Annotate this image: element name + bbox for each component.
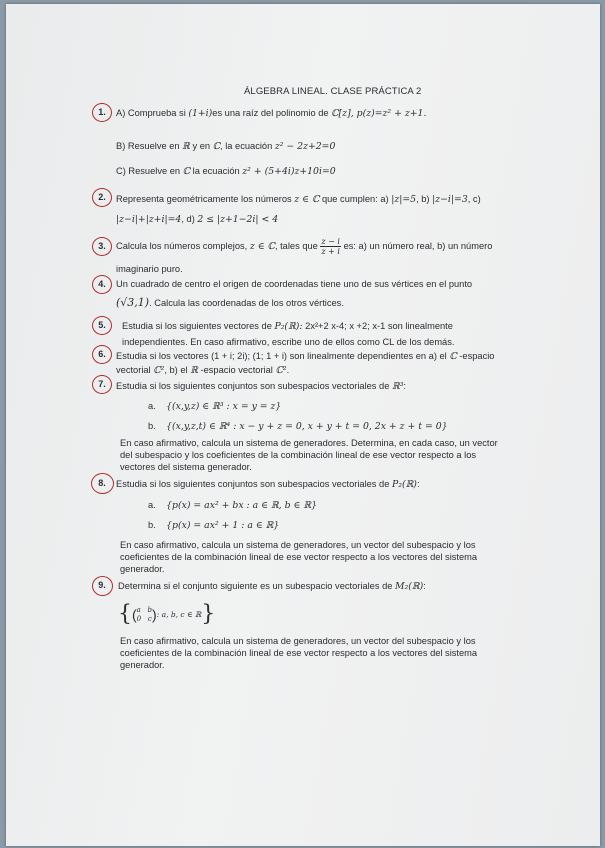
ex2-line-1: Representa geométricamente los números z ∈ ℂ que cumplen: a) |z|=5, b) |z−i|=3, c) bbox=[116, 194, 481, 205]
ex5-line-2: independientes. En caso afirmativo, escribe uno de ellos como CL de los demás. bbox=[122, 337, 455, 347]
ex3-line-1: Calcula los números complejos, z ∈ ℂ, tales que $\frac{z - i}{z + i}$ es: a) un número real, b) un número bbox=[116, 237, 493, 257]
ex1-line-b: B) Resuelve en ℝ y en ℂ, la ecuación z² − 2z+2=0 bbox=[116, 141, 336, 152]
ex4-line-1: Un cuadrado de centro el origen de coordenadas tiene uno de sus vértices en el punto bbox=[116, 279, 473, 289]
ex8-item-b: b. {p(x) = ax² + 1 : a ∈ ℝ} bbox=[148, 520, 280, 531]
ex3-fraction: $\frac{z - i}{z + i}$ bbox=[321, 237, 340, 257]
ex9-open-paren: ( bbox=[132, 606, 137, 623]
ex7-item-b: b. {(x,y,z,t) ∈ ℝ⁴ : x − y + z = 0, x + y + t = 0, 2x + z + t = 0} bbox=[148, 421, 448, 432]
ex8-text-3: generador. bbox=[120, 564, 165, 574]
ex6-line-1: Estudia si los vectores (1 + i; 2i); (1; 1 + i) son linealmente dependientes en a) el ℂ -espacio bbox=[116, 351, 495, 362]
ex9-set: {(a b 0 c): a, b, c ∈ ℝ} bbox=[118, 601, 216, 627]
ex6-line-2: vectorial ℂ², b) el ℝ -espacio vectorial ℂ². bbox=[116, 365, 290, 376]
exam-sheet bbox=[6, 4, 600, 846]
ex8-number: 8. bbox=[98, 478, 106, 488]
ex6-number: 6. bbox=[98, 349, 106, 359]
ex5-line-1: Estudia si los siguientes vectores de P₂(ℝ): 2x²+2 x-4; x +2; x-1 son linealmente bbox=[122, 321, 453, 332]
ex9-text-3: generador. bbox=[120, 660, 165, 670]
page-title: ÁLGEBRA LINEAL. CLASE PRÁCTICA 2 bbox=[244, 86, 422, 97]
ex3-line-2: imaginario puro. bbox=[116, 264, 183, 274]
ex1-line-a: A) Comprueba si (1+i)es una raíz del polinomio de ℂ[z], p(z)=z² + z+1. bbox=[116, 108, 427, 119]
ex4-line-2: (√3,1). Calcula las coordenadas de los otros vértices. bbox=[116, 296, 344, 309]
ex2-line-2: |z−i|+|z+i|=4, d) 2 ≤ |z+1−2i| < 4 bbox=[116, 214, 279, 225]
ex9-text-2: coeficientes de la combinación lineal de ese vector respecto a los vectores del sistema bbox=[120, 648, 478, 658]
ex9-close-paren: ) bbox=[152, 606, 157, 623]
ex9-close-brace: } bbox=[201, 601, 216, 627]
ex2-number: 2. bbox=[98, 192, 106, 202]
ex5-number: 5. bbox=[98, 320, 106, 330]
ex7-item-a: a. {(x,y,z) ∈ ℝ³ : x = y = z} bbox=[148, 401, 282, 412]
ex7-line-1: Estudia si los siguientes conjuntos son subespacios vectoriales de ℝ³: bbox=[116, 381, 407, 392]
ex9-number: 9. bbox=[98, 580, 106, 590]
ex3-number: 3. bbox=[98, 241, 106, 251]
ex1-line-c: C) Resuelve en ℂ la ecuación z² + (5+4i)z+10i=0 bbox=[116, 166, 336, 177]
ex7-number: 7. bbox=[98, 379, 106, 389]
ex9-text-1: En caso afirmativo, calcula un sistema de generadores, un vector del subespacio y los bbox=[120, 636, 476, 646]
ex8-text-2: coeficientes de la combinación lineal de ese vector respecto a los vectores del sistema bbox=[120, 552, 478, 562]
ex1-number: 1. bbox=[98, 107, 106, 117]
ex8-text-1: En caso afirmativo, calcula un sistema de generadores, un vector del subespacio y los bbox=[120, 540, 476, 550]
ex9-line-1: Determina si el conjunto siguiente es un subespacio vectoriales de M₂(ℝ): bbox=[118, 581, 426, 592]
ex7-text-3: vectores del sistema generador. bbox=[120, 462, 252, 472]
ex8-line-1: Estudia si los siguientes conjuntos son subespacios vectoriales de P₂(ℝ): bbox=[116, 479, 420, 490]
ex9-open-brace: { bbox=[118, 601, 132, 627]
ex8-item-a: a. {p(x) = ax² + bx : a ∈ ℝ, b ∈ ℝ} bbox=[148, 500, 317, 511]
ex4-number: 4. bbox=[98, 279, 106, 289]
ex9-matrix: a b 0 c bbox=[136, 605, 153, 623]
ex7-text-1: En caso afirmativo, calcula un sistema de generadores. Determina, en cada caso, un vector bbox=[120, 438, 498, 448]
ex7-text-2: del subespacio y los coeficientes de la combinación lineal de ese vector respecto a los bbox=[120, 450, 477, 460]
